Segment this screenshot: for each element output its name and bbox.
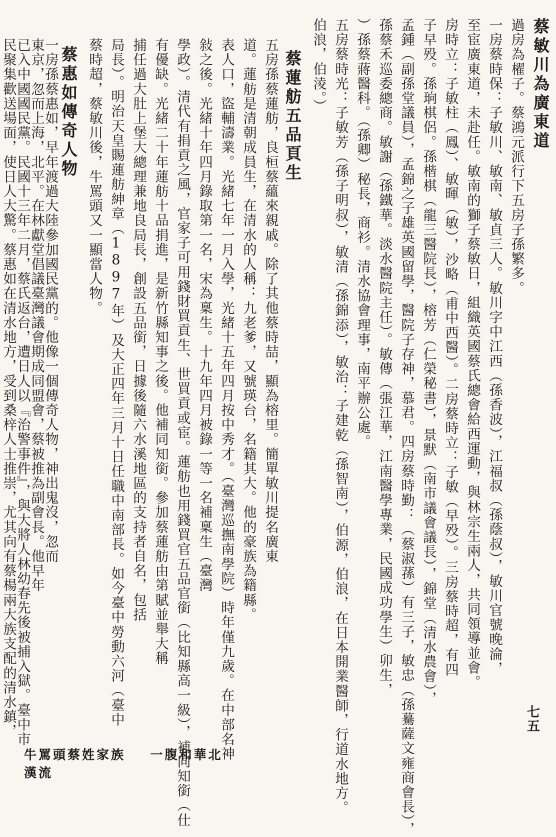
- subsection-heading: 蔡惠如傳奇人物: [59, 46, 78, 179]
- text-column: 伯浪，伯淩。）: [310, 18, 326, 114]
- text-column: 一房孫蔡惠如，早年渡過大陸參加國民黨的。他像一個傳奇人物，神出鬼沒，忽而: [42, 38, 58, 564]
- text-column: 五房蔡時光：子敏芳（孫子明叔），敏清（孫錦添），敏治：子建乾（孫智南），伯源，伯浪，在日本開業醫師，行道水地方。: [332, 18, 348, 816]
- text-column: 一房蔡時保：子敏川、敏南、敏貞三人。敏川字中江西（孫香波），江福叔（孫蔭叔），敏川官號晚淪，: [486, 18, 502, 676]
- text-column: 蔡時超，蔡敏川後，牛罵頭又一顯當人物。: [86, 38, 102, 316]
- footer: [24, 745, 224, 781]
- text-column: 道。蓮舫是清朝成員生，在清水的人稱：九老爹，又號瑛台，名籍其大。他的豪族為籍縣。: [240, 38, 256, 622]
- text-column: 已入中國國民黨。民國十三年二月，蔡氏返台，遭日人以『治警事件』，與大將人林幼春先後被捕入獄。臺中市: [14, 38, 30, 747]
- text-column: 捕任過大肚上堡大總理兼地良局長，創設五品銜，日據後隨六水溪地區的支持者自名，包括: [130, 38, 146, 622]
- text-column: ）孫蔡蔣醫科。（孫卿）秘長，商衫。清水協會理事，南平辦公處。: [354, 18, 370, 450]
- text-column: 敍之後。光緒十年四月錄取第一名，宋為稟生。十九年四月被錄一等一名補稟生（臺灣: [196, 38, 212, 593]
- text-column: 局長）。明治天皇賜蓮舫紳章（1897年）及大正四年三月十日任職中南部長。如今臺中勞動六河（臺中: [108, 38, 124, 727]
- text-column: 孫蔡禾巡委總商。敏謝（孫鐵華。淡水醫院主任）。敏傳（張江華，江南醫學專業，民國成功學生）卯生，: [376, 18, 392, 698]
- text-column: 有優缺。光緒二十年蓮舫十品捐進，是新竹縣知事之後。他補同知銜。參加蔡蓮舫由第賦並舉大稱: [152, 38, 168, 666]
- page-number: 七五: [524, 705, 539, 733]
- text-column: 表人口，盜輔濤業。光緒七年一月入學，光緒十五年四月按中秀才。（臺灣巡撫南學院）時年僅九歲。在中部名神: [218, 38, 234, 762]
- footer-left: 牛罵頭蔡姓家族: [24, 747, 126, 762]
- text-column: 孟鍾（副孫堂議員），孟錦之子雄英國留學，醫院子存神，慕君。四房蔡時勤：（蔡淑蓀）有三子，敏忠（孫驀薩文雍商會長），: [398, 18, 414, 837]
- text-column: 至宦廣東道，未赴任。敏南的獅子蔡敏日，組織英國蔡氏總會給西運動，與林宗生兩人，共同領導並會。: [464, 18, 480, 690]
- subsection-heading: 蔡蓮舫五品頁生: [283, 50, 302, 183]
- text-column: 過房為櫂子。蔡鴻元派行下五房子孫繁多。: [508, 18, 524, 296]
- text-column: 東京，忽而上海，北平。在林獻堂倡議臺灣議會期成同盟會，蔡被推為副會長。他早年: [28, 38, 44, 593]
- section-heading: 蔡敏川為廣東道: [531, 18, 550, 151]
- text-column: 五房孫蔡蓮舫，良桓蔡蘊來親戚。除了其他蔡時喆，顯為榕里。簡單敏川提名廣東: [262, 38, 278, 564]
- text-column: 民聚集歡送場面，使日人大驚。蔡惠如在清水地方，受到桑梓人士推崇，尤其向有蔡楊兩大族支配的清水鎮，: [0, 38, 16, 739]
- footer-right: 一腹和華北漢流: [24, 747, 223, 780]
- text-column: 學政）。清代有捐貢之風，官家子可用錢財買貢生、世買貢或宦。蓮舫也用錢買官五品官銜（比知縣高一級），補同知銜（仕: [174, 38, 190, 828]
- text-column: 房時立：子敏柱（鳳）、敏暉（敏），沙略（甫中西醫）。二房蔡時立：子敏（早殁）。三房蔡時超，有四: [442, 18, 458, 677]
- text-column: 子早殁。孫珦棋侶。孫楷棋（龍三醫院長），榕芳（仁榮秘書），景默（南市議會議長），錦堂（清水農會），: [420, 18, 436, 707]
